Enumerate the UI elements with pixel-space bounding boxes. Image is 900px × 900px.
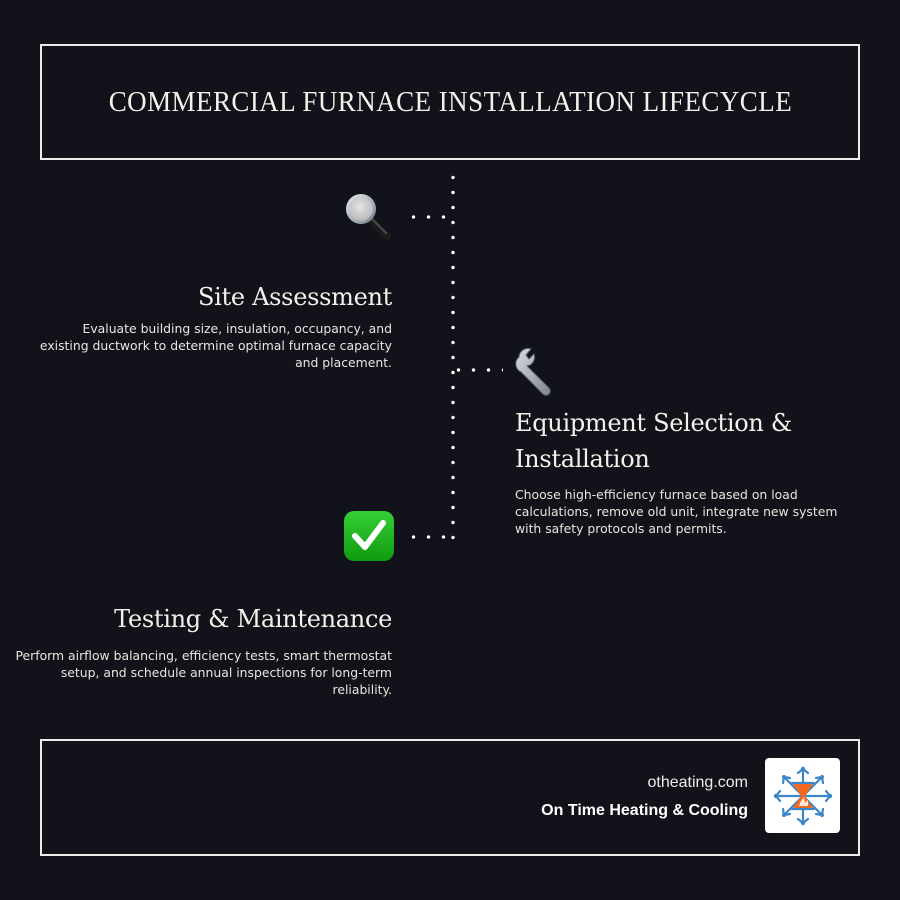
check-mark-icon (342, 509, 396, 563)
step-title-testing-maintenance: Testing & Maintenance (114, 605, 392, 633)
step-description-testing-maintenance: Perform airflow balancing, efficiency tests, smart thermostat setup, and schedule annual inspections for long-term reliability. (15, 648, 392, 697)
page-title: COMMERCIAL FURNACE INSTALLATION LIFECYCLE (108, 85, 792, 118)
step-title-site-assessment: Site Assessment (198, 283, 392, 311)
magnifying-glass-icon (341, 190, 395, 244)
title-banner (40, 44, 860, 160)
connector-step-2 (451, 368, 503, 372)
footer-banner (40, 739, 860, 856)
connector-step-1 (406, 215, 455, 219)
step-description-equipment-selection: Choose high-efficiency furnace based on load calculations, remove old unit, integrate new system with safety protocols and permits. (515, 487, 838, 536)
company-name: On Time Heating & Cooling (541, 802, 748, 819)
wrench-icon (513, 345, 567, 399)
timeline-dotted-line (451, 170, 455, 540)
company-logo (765, 758, 840, 833)
connector-step-3 (406, 535, 455, 539)
step-title-equipment-selection: Equipment Selection & Installation (515, 409, 792, 473)
step-description-site-assessment: Evaluate building size, insulation, occupancy, and existing ductwork to determine optimal furnace capacity and placement. (39, 321, 392, 370)
snowflake-hourglass-logo-icon (770, 763, 836, 829)
website-link[interactable]: otheating.com (647, 774, 748, 791)
